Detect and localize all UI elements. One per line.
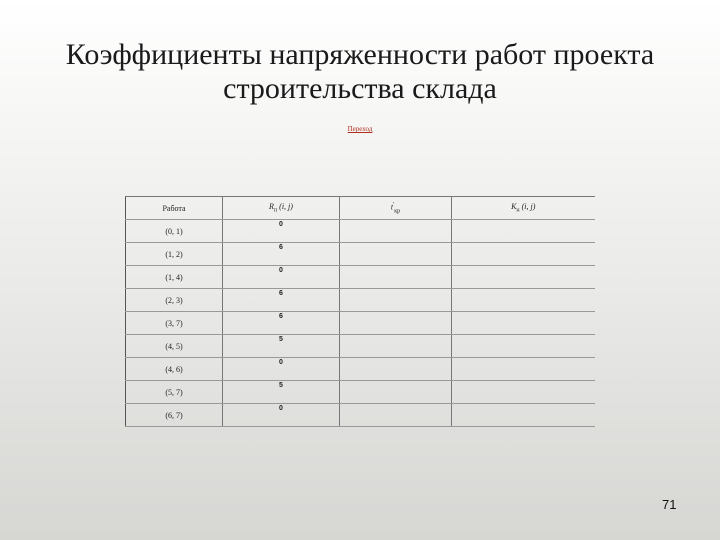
intensity-cell[interactable]	[452, 220, 595, 243]
reserve-cell: 0	[223, 220, 340, 243]
header-critical-time-sub: кр	[394, 208, 401, 215]
table-row	[126, 358, 595, 381]
table-row	[126, 381, 595, 404]
table-row	[126, 404, 595, 427]
header-reserve-sub: п	[273, 207, 278, 214]
header-critical-time	[340, 197, 452, 220]
table-row	[126, 220, 595, 243]
work-cell: (4, 5)	[126, 335, 223, 358]
table-row	[126, 312, 595, 335]
work-cell: (5, 7)	[126, 381, 223, 404]
intensity-cell[interactable]	[452, 243, 595, 266]
intensity-table	[125, 196, 595, 427]
intensity-cell[interactable]	[452, 335, 595, 358]
work-cell: (1, 4)	[126, 266, 223, 289]
critical-time-cell[interactable]	[340, 312, 452, 335]
intensity-cell[interactable]	[452, 381, 595, 404]
header-reserve-symbol: R	[269, 202, 274, 212]
critical-time-cell[interactable]	[340, 266, 452, 289]
work-cell: (4, 6)	[126, 358, 223, 381]
intensity-cell[interactable]	[452, 358, 595, 381]
reserve-cell: 0	[223, 404, 340, 427]
reserve-cell: 6	[223, 243, 340, 266]
reserve-cell: 6	[223, 289, 340, 312]
work-cell: (6, 7)	[126, 404, 223, 427]
table-row	[126, 243, 595, 266]
header-critical-time-symbol: t	[390, 203, 394, 213]
work-cell: (3, 7)	[126, 312, 223, 335]
critical-time-cell[interactable]	[340, 220, 452, 243]
intensity-cell[interactable]	[452, 404, 595, 427]
work-cell: (2, 3)	[126, 289, 223, 312]
header-intensity-sub: н	[516, 207, 520, 214]
reserve-cell: 0	[223, 266, 340, 289]
reserve-cell: 0	[223, 358, 340, 381]
header-reserve-args: (i, j)	[277, 202, 293, 212]
reserve-cell: 6	[223, 312, 340, 335]
header-critical-time-sup: '	[393, 201, 395, 209]
work-cell: (0, 1)	[126, 220, 223, 243]
header-intensity-args: (i, j)	[519, 202, 536, 212]
transition-link[interactable]: Переход	[347, 125, 373, 133]
critical-time-cell[interactable]	[340, 404, 452, 427]
slide-title-line-2: строительства склада	[223, 72, 497, 105]
critical-time-cell[interactable]	[340, 358, 452, 381]
intensity-cell[interactable]	[452, 266, 595, 289]
work-cell: (1, 2)	[126, 243, 223, 266]
table-body	[126, 220, 595, 427]
critical-time-cell[interactable]	[340, 289, 452, 312]
page-number: 71	[662, 497, 677, 512]
table-row	[126, 266, 595, 289]
intensity-table-container	[125, 196, 594, 420]
slide-title-line-1: Коэффициенты напряженности работ проекта	[65, 38, 655, 71]
slide-title	[0, 38, 720, 106]
header-reserve	[223, 197, 340, 220]
table-header-row	[126, 197, 595, 220]
intensity-cell[interactable]	[452, 289, 595, 312]
intensity-cell[interactable]	[452, 312, 595, 335]
header-intensity	[452, 197, 595, 220]
reserve-cell: 5	[223, 381, 340, 404]
header-intensity-symbol: K	[511, 202, 517, 212]
table-row	[126, 335, 595, 358]
critical-time-cell[interactable]	[340, 335, 452, 358]
critical-time-cell[interactable]	[340, 243, 452, 266]
reserve-cell: 5	[223, 335, 340, 358]
table-row	[126, 289, 595, 312]
critical-time-cell[interactable]	[340, 381, 452, 404]
header-work: Работа	[126, 197, 223, 220]
